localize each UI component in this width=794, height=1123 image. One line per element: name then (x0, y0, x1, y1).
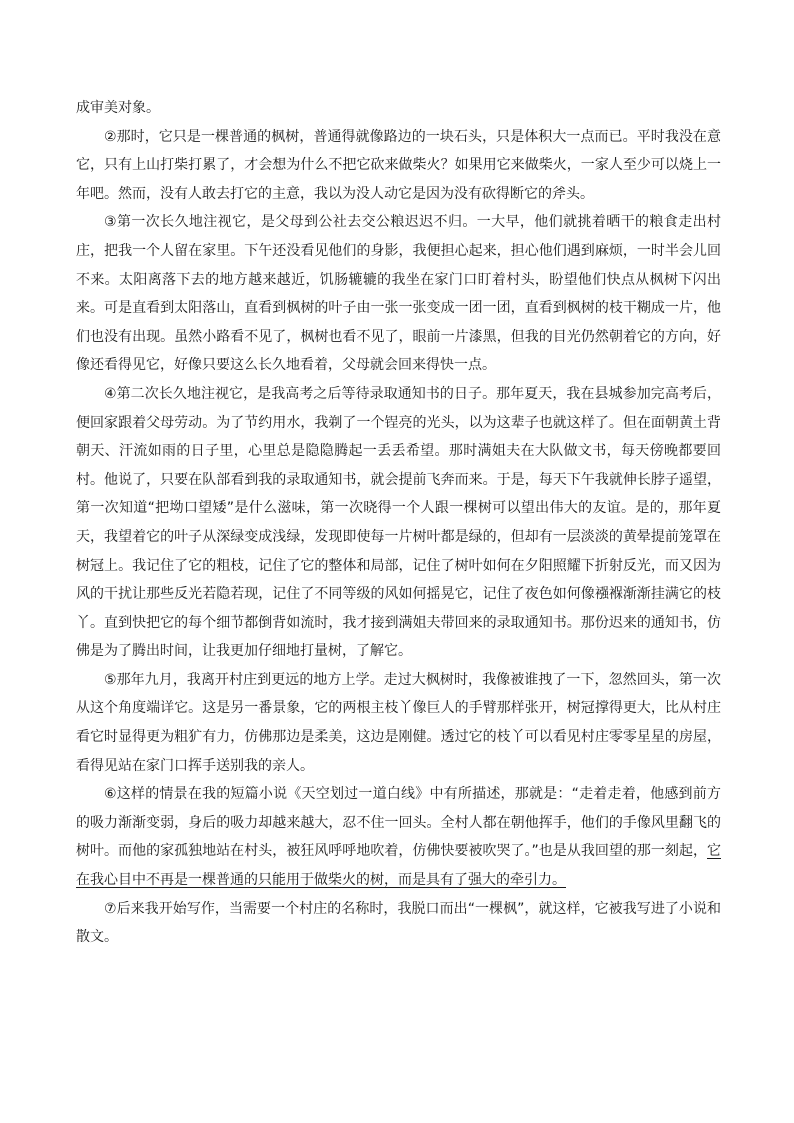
paragraph-6 (76, 780, 721, 894)
paragraph-7: ⑦后来我开始写作，当需要一个村庄的名称时，我脱口而出“一棵枫”，就这样，它被我写进了小说和散文。 (76, 900, 721, 946)
paragraph-3: ③第一次长久地注视它，是父母到公社去交公粮迟迟不归。一大早，他们就挑着晒干的粮食走出村庄，把我一个人留在家里。下午还没看见他们的身影，我便担心起来，担心他们遇到麻烦，一时半会儿回不来。太阳离落下去的地方越来越近，饥肠辘辘的我坐在家门口盯着村头，盼望他们快点从枫树下闪出来。可是直看到太阳落山，直看到枫树的叶子由一张一张变成一团一团，直看到枫树的枝干糊成一片，他们也没有出现。虽然小路看不见了，枫树也看不见了，眼前一片漆黑，但我的目光仍然朝着它的方向，好像还看得见它，好像只要这么长久地看着，父母就会回来得快一点。 (76, 214, 721, 374)
paragraph-4: ④第二次长久地注视它，是我高考之后等待录取通知书的日子。那年夏天，我在县城参加完高考后，便回家跟着父母劳动。为了节约用水，我剃了一个锃亮的光头，以为这辈子也就这样了。但在面朝黄土背朝天、汗流如雨的日子里，心里总是隐隐腾起一丢丢希望。那时满姐夫在大队做文书，每天傍晚都要回村。他说了，只要在队部看到我的录取通知书，就会提前飞奔而来。于是，每天下午我就伸长脖子遥望，第一次知道“把坳口望矮”是什么滋味，第一次晓得一个人跟一棵树可以望出伟大的友谊。是的，那年夏天，我望着它的叶子从深绿变成浅绿，发现即使每一片树叶都是绿的，但却有一层淡淡的黄晕提前笼罩在树冠上。我记住了它的粗枝，记住了它的整体和局部，记住了树叶如何在夕阳照耀下折射反光，而又因为风的干扰让那些反光若隐若现，记住了不同等级的风如何摇晃它，记住了夜色如何像襁褓渐渐挂满它的枝丫。直到快把它的每个细节都倒背如流时，我才接到满姐夫带回来的录取通知书。那份迟来的通知书，仿佛是为了腾出时间，让我更加仔细地打量树，了解它。 (76, 385, 721, 660)
document-page (76, 94, 721, 952)
paragraph-2: ②那时，它只是一棵普通的枫树，普通得就像路边的一块石头，只是体积大一点而已。平时我没在意它，只有上山打柴打累了，才会想为什么不把它砍来做柴火？如果用它来做柴火，一家人至少可以烧上一年吧。然而，没有人敢去打它的主意，我以为没人动它是因为没有砍得断它的斧头。 (76, 128, 721, 202)
paragraph-1: 成审美对象。 (76, 100, 160, 116)
paragraph-5: ⑤那年九月，我离开村庄到更远的地方上学。走过大枫树时，我像被谁拽了一下，忽然回头，第一次从这个角度端详它。这是另一番景象，它的两根主枝丫像巨人的手臂那样张开，树冠撑得更大，比从村庄看它时显得更为粗犷有力，仿佛那边是柔美，这边是刚健。透过它的枝丫可以看见村庄零零星星的房屋，看得见站在家门口挥手送别我的亲人。 (76, 671, 721, 774)
paragraph-6-text: ⑥这样的情景在我的短篇小说《天空划过一道白线》中有所描述，那就是：“走着走着，他感到前方的吸力渐渐变弱，身后的吸力却越来越大，忍不住一回头。全村人都在朝他挥手，他们的手像风里翻飞的树叶。而他的家孤独地站在村头，被狂风呼呼地吹着，仿佛快要被吹哭了。”也是从我回望的那一刻起， (76, 786, 721, 860)
underlined-sentence: 它在我心目中不再是一棵普通的只能用于做柴火的树，而是具有了强大的牵引力。 (76, 843, 721, 889)
